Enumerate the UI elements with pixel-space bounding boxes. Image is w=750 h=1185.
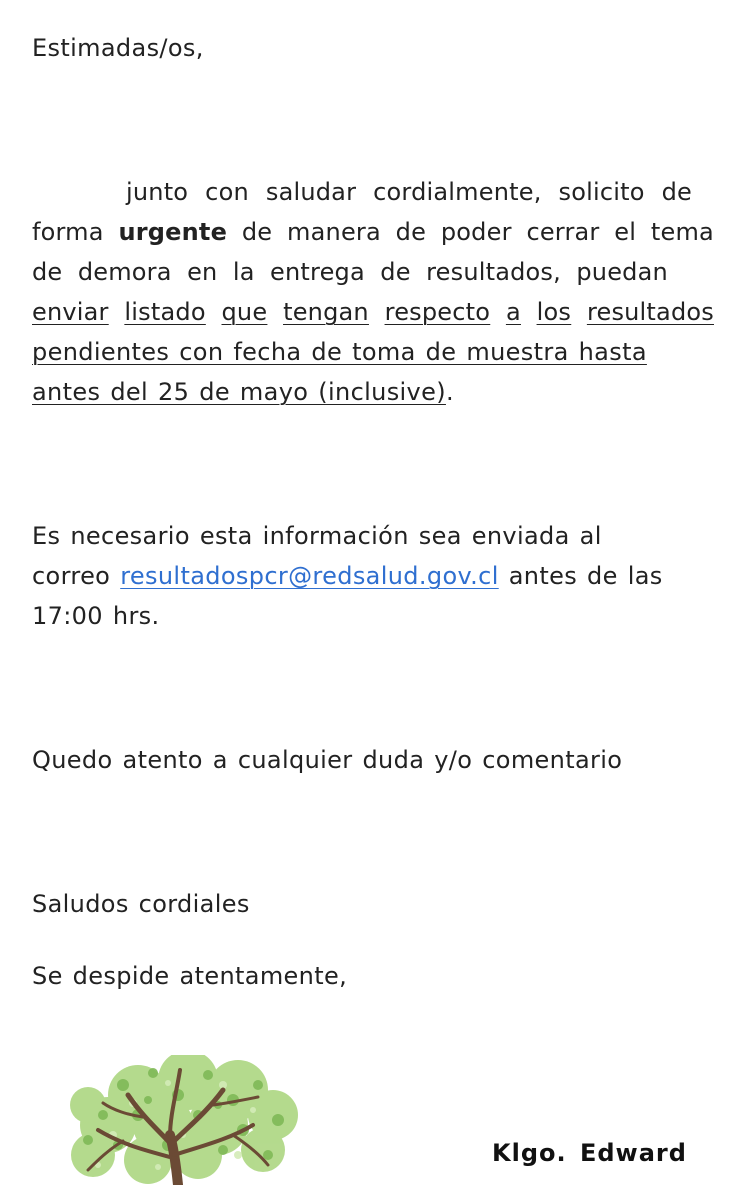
word: enviar xyxy=(32,298,109,326)
word: cordialmente, xyxy=(373,178,542,206)
word: de xyxy=(380,258,411,286)
word: que xyxy=(221,298,268,326)
tree-logo-icon xyxy=(48,1055,348,1185)
paragraph2-line1: Es necesario esta información sea enviada al xyxy=(32,522,602,550)
word: resultados, xyxy=(426,258,561,286)
word: forma xyxy=(32,218,104,246)
word: con xyxy=(205,178,249,206)
word: demora xyxy=(77,258,172,286)
paragraph2-line3: 17:00 hrs. xyxy=(32,602,160,630)
paragraph1-line2 xyxy=(32,212,714,252)
deadline-text: antes del 25 de mayo (inclusive) xyxy=(32,378,446,406)
word: de xyxy=(32,258,63,286)
urgent-emphasis: urgente xyxy=(118,218,228,246)
word: el xyxy=(614,218,637,246)
word: cerrar xyxy=(526,218,600,246)
paragraph1-line1 xyxy=(126,172,692,212)
word: en xyxy=(187,258,218,286)
paragraph2-line2 xyxy=(32,556,663,596)
paragraph1-line3 xyxy=(32,252,668,292)
closing-salutation: Saludos cordiales xyxy=(32,890,250,918)
word: tema xyxy=(650,218,714,246)
word: resultados xyxy=(586,298,714,326)
signature-name: Klgo. Edward xyxy=(492,1139,687,1167)
word: a xyxy=(505,298,521,326)
word: de xyxy=(395,218,427,246)
closing-farewell: Se despide atentamente, xyxy=(32,962,348,990)
word: de xyxy=(661,178,692,206)
word: respecto xyxy=(384,298,491,326)
period: . xyxy=(445,378,454,406)
word: antes de las xyxy=(508,562,663,590)
paragraph1-line5: pendientes con fecha de toma de muestra hasta xyxy=(32,338,647,366)
paragraph1-line4 xyxy=(32,292,714,332)
word: junto xyxy=(126,178,189,206)
word: listado xyxy=(124,298,206,326)
word: poder xyxy=(440,218,512,246)
email-link[interactable]: resultadospcr@redsalud.gov.cl xyxy=(120,562,499,590)
word: solicito xyxy=(558,178,645,206)
word: entrega xyxy=(270,258,365,286)
greeting: Estimadas/os, xyxy=(32,34,204,62)
word: saludar xyxy=(265,178,357,206)
word: los xyxy=(536,298,572,326)
paragraph3: Quedo atento a cualquier duda y/o comentario xyxy=(32,746,623,774)
word: manera xyxy=(287,218,381,246)
paragraph1-line6 xyxy=(32,372,454,412)
word: de xyxy=(241,218,273,246)
word: correo xyxy=(32,562,111,590)
word: tengan xyxy=(283,298,369,326)
word: la xyxy=(232,258,255,286)
word: puedan xyxy=(576,258,668,286)
